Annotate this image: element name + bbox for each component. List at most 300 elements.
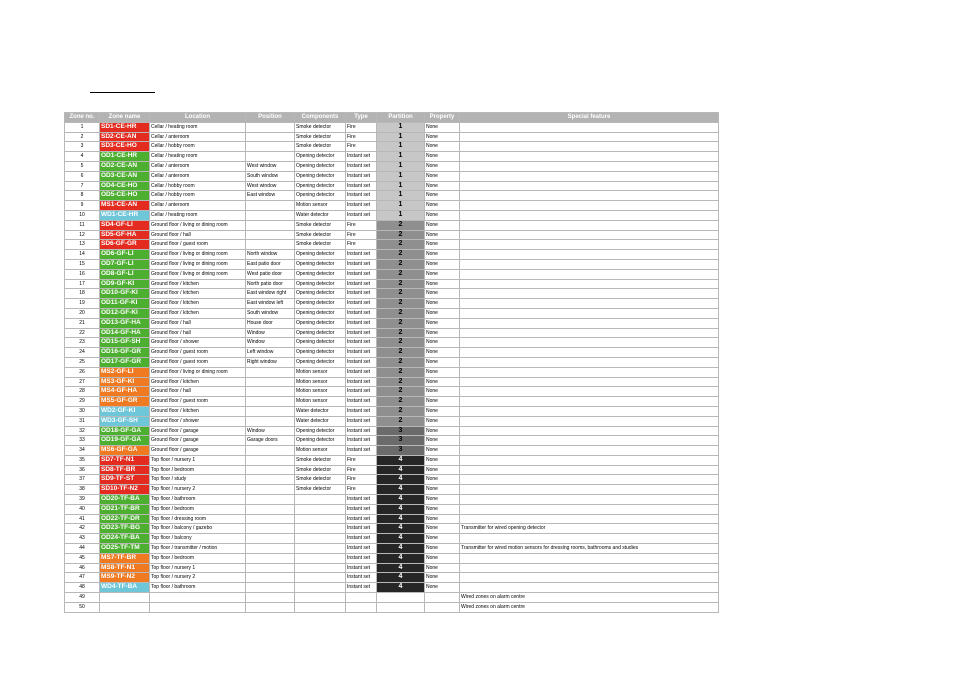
position-cell <box>246 514 295 524</box>
type-cell: Fire <box>346 485 377 495</box>
type-cell: Instant set <box>346 397 377 407</box>
type-cell: Instant set <box>346 191 377 201</box>
component-cell: Opening detector <box>295 299 346 309</box>
special-feature-cell: Transmitter for wired opening detector <box>460 524 719 534</box>
partition-cell: 2 <box>377 259 425 269</box>
type-cell: Fire <box>346 240 377 250</box>
zone-name-cell: SD2-CE-AN <box>100 132 150 142</box>
property-cell: None <box>425 504 460 514</box>
position-cell <box>246 397 295 407</box>
zone-no-cell: 32 <box>65 426 100 436</box>
type-cell: Instant set <box>346 181 377 191</box>
header-property: Property <box>425 113 460 123</box>
special-feature-cell <box>460 504 719 514</box>
table-row <box>65 416 719 426</box>
table-row <box>65 563 719 573</box>
header-special-feature: Special feature <box>460 113 719 123</box>
type-cell: Fire <box>346 220 377 230</box>
table-row <box>65 504 719 514</box>
location-cell: Cellar / hobby room <box>150 142 246 152</box>
special-feature-cell <box>460 583 719 593</box>
zone-no-cell: 47 <box>65 573 100 583</box>
position-cell <box>246 593 295 603</box>
location-cell: Ground floor / garage <box>150 446 246 456</box>
component-cell: Motion sensor <box>295 377 346 387</box>
special-feature-cell <box>460 171 719 181</box>
special-feature-cell <box>460 436 719 446</box>
location-cell: Ground floor / kitchen <box>150 406 246 416</box>
partition-cell: 2 <box>377 308 425 318</box>
position-cell: Window <box>246 426 295 436</box>
location-cell <box>150 602 246 612</box>
component-cell: Water detector <box>295 406 346 416</box>
property-cell: None <box>425 279 460 289</box>
property-cell: None <box>425 240 460 250</box>
location-cell: Top floor / study <box>150 475 246 485</box>
special-feature-cell <box>460 181 719 191</box>
zone-no-cell: 46 <box>65 563 100 573</box>
zone-name-cell: SD5-GF-HA <box>100 230 150 240</box>
type-cell: Instant set <box>346 289 377 299</box>
property-cell: None <box>425 544 460 554</box>
component-cell: Opening detector <box>295 152 346 162</box>
zone-name-cell: OD21-TF-BR <box>100 504 150 514</box>
component-cell: Opening detector <box>295 269 346 279</box>
property-cell: None <box>425 573 460 583</box>
zone-no-cell: 18 <box>65 289 100 299</box>
position-cell <box>246 142 295 152</box>
special-feature-cell <box>460 132 719 142</box>
component-cell: Opening detector <box>295 328 346 338</box>
zone-no-cell: 37 <box>65 475 100 485</box>
location-cell: Cellar / heating room <box>150 152 246 162</box>
zone-no-cell: 38 <box>65 485 100 495</box>
table-row <box>65 269 719 279</box>
table-row <box>65 181 719 191</box>
zone-no-cell: 2 <box>65 132 100 142</box>
property-cell: None <box>425 122 460 132</box>
special-feature-cell: Transmitter for wired motion sensors for dressing rooms, bathrooms and studies <box>460 544 719 554</box>
zone-name-cell: OD5-CE-HO <box>100 191 150 201</box>
property-cell: None <box>425 250 460 260</box>
component-cell <box>295 524 346 534</box>
property-cell: None <box>425 436 460 446</box>
special-feature-cell <box>460 534 719 544</box>
special-feature-cell: Wired zones on alarm centre <box>460 593 719 603</box>
special-feature-cell <box>460 455 719 465</box>
location-cell: Ground floor / guest room <box>150 397 246 407</box>
type-cell: Fire <box>346 142 377 152</box>
location-cell: Ground floor / kitchen <box>150 299 246 309</box>
property-cell: None <box>425 475 460 485</box>
partition-cell: 2 <box>377 377 425 387</box>
zone-name-cell: WD4-TF-BA <box>100 583 150 593</box>
property-cell: None <box>425 465 460 475</box>
header-row <box>65 113 719 123</box>
zone-name-cell: OD24-TF-BA <box>100 534 150 544</box>
position-cell <box>246 132 295 142</box>
position-cell: West patio door <box>246 269 295 279</box>
zone-no-cell: 22 <box>65 328 100 338</box>
table-row <box>65 308 719 318</box>
location-cell: Ground floor / hall <box>150 387 246 397</box>
table-row <box>65 387 719 397</box>
location-cell: Top floor / balcony / gazebo <box>150 524 246 534</box>
zone-name-cell: OD8-GF-LI <box>100 269 150 279</box>
table-row <box>65 573 719 583</box>
component-cell: Motion sensor <box>295 387 346 397</box>
zone-no-cell: 26 <box>65 367 100 377</box>
zone-name-cell: OD11-GF-KI <box>100 299 150 309</box>
zone-name-cell: OD20-TF-BA <box>100 495 150 505</box>
table-row <box>65 230 719 240</box>
position-cell <box>246 406 295 416</box>
zone-name-cell: MS1-CE-AN <box>100 201 150 211</box>
position-cell: North patio door <box>246 279 295 289</box>
zone-no-cell: 23 <box>65 338 100 348</box>
position-cell <box>246 504 295 514</box>
partition-cell: 2 <box>377 357 425 367</box>
location-cell: Top floor / bedroom <box>150 504 246 514</box>
location-cell: Cellar / heating room <box>150 122 246 132</box>
zone-no-cell: 41 <box>65 514 100 524</box>
special-feature-cell <box>460 367 719 377</box>
table-row <box>65 475 719 485</box>
partition-cell: 2 <box>377 338 425 348</box>
type-cell: Instant set <box>346 544 377 554</box>
special-feature-cell <box>460 289 719 299</box>
type-cell: Instant set <box>346 299 377 309</box>
partition-cell: 2 <box>377 397 425 407</box>
table-row <box>65 122 719 132</box>
table-row <box>65 132 719 142</box>
zone-name-cell: OD16-GF-GR <box>100 348 150 358</box>
special-feature-cell <box>460 308 719 318</box>
special-feature-cell <box>460 406 719 416</box>
special-feature-cell <box>460 377 719 387</box>
partition-cell: 1 <box>377 201 425 211</box>
zone-name-cell: MS2-GF-LI <box>100 367 150 377</box>
zone-no-cell: 17 <box>65 279 100 289</box>
position-cell <box>246 122 295 132</box>
component-cell <box>295 495 346 505</box>
type-cell: Instant set <box>346 514 377 524</box>
special-feature-cell <box>460 475 719 485</box>
position-cell <box>246 602 295 612</box>
zone-name-cell: MS8-TF-N1 <box>100 563 150 573</box>
special-feature-cell <box>460 397 719 407</box>
special-feature-cell <box>460 387 719 397</box>
location-cell: Ground floor / garage <box>150 426 246 436</box>
zone-name-cell: OD9-GF-KI <box>100 279 150 289</box>
component-cell: Smoke detector <box>295 132 346 142</box>
component-cell: Opening detector <box>295 181 346 191</box>
zone-name-cell: OD18-GF-GA <box>100 426 150 436</box>
position-cell <box>246 230 295 240</box>
property-cell: None <box>425 357 460 367</box>
header-zone-name: Zone name <box>100 113 150 123</box>
type-cell: Instant set <box>346 338 377 348</box>
special-feature-cell <box>460 210 719 220</box>
zone-name-cell: OD10-GF-KI <box>100 289 150 299</box>
component-cell: Water detector <box>295 210 346 220</box>
partition-cell: 2 <box>377 299 425 309</box>
zone-name-cell: OD19-GF-GA <box>100 436 150 446</box>
position-cell <box>246 534 295 544</box>
table-row <box>65 495 719 505</box>
location-cell: Top floor / nursery 2 <box>150 573 246 583</box>
location-cell: Cellar / anteroom <box>150 171 246 181</box>
component-cell <box>295 504 346 514</box>
zone-no-cell: 16 <box>65 269 100 279</box>
component-cell: Opening detector <box>295 348 346 358</box>
partition-cell: 4 <box>377 465 425 475</box>
zone-no-cell: 39 <box>65 495 100 505</box>
special-feature-cell <box>460 446 719 456</box>
zone-name-cell: OD15-GF-SH <box>100 338 150 348</box>
zone-no-cell: 14 <box>65 250 100 260</box>
zone-name-cell: MS4-GF-HA <box>100 387 150 397</box>
table-row <box>65 328 719 338</box>
property-cell: None <box>425 171 460 181</box>
location-cell: Ground floor / shower <box>150 416 246 426</box>
component-cell <box>295 602 346 612</box>
partition-cell: 4 <box>377 573 425 583</box>
component-cell: Smoke detector <box>295 240 346 250</box>
position-cell: North window <box>246 250 295 260</box>
type-cell: Fire <box>346 465 377 475</box>
underline-rule <box>90 92 155 93</box>
zone-name-cell: OD17-GF-GR <box>100 357 150 367</box>
partition-cell: 2 <box>377 416 425 426</box>
type-cell: Instant set <box>346 406 377 416</box>
position-cell <box>246 201 295 211</box>
component-cell: Opening detector <box>295 436 346 446</box>
partition-cell: 1 <box>377 191 425 201</box>
position-cell: West window <box>246 181 295 191</box>
zone-no-cell: 25 <box>65 357 100 367</box>
partition-cell: 1 <box>377 210 425 220</box>
zone-no-cell: 19 <box>65 299 100 309</box>
zone-name-cell <box>100 602 150 612</box>
table-row <box>65 348 719 358</box>
type-cell: Fire <box>346 475 377 485</box>
component-cell <box>295 514 346 524</box>
property-cell: None <box>425 455 460 465</box>
type-cell: Fire <box>346 455 377 465</box>
zone-no-cell: 29 <box>65 397 100 407</box>
property-cell: None <box>425 514 460 524</box>
partition-cell: 2 <box>377 289 425 299</box>
position-cell <box>246 152 295 162</box>
component-cell: Water detector <box>295 416 346 426</box>
table-row <box>65 338 719 348</box>
component-cell: Opening detector <box>295 338 346 348</box>
zone-no-cell: 45 <box>65 553 100 563</box>
location-cell: Ground floor / living or dining room <box>150 259 246 269</box>
location-cell: Ground floor / living or dining room <box>150 220 246 230</box>
property-cell: None <box>425 348 460 358</box>
table-row <box>65 171 719 181</box>
zone-no-cell: 1 <box>65 122 100 132</box>
type-cell: Instant set <box>346 308 377 318</box>
partition-cell: 1 <box>377 171 425 181</box>
position-cell <box>246 573 295 583</box>
zone-no-cell: 3 <box>65 142 100 152</box>
table-row <box>65 426 719 436</box>
type-cell: Instant set <box>346 524 377 534</box>
special-feature-cell: Wired zones on alarm centre <box>460 602 719 612</box>
location-cell: Top floor / balcony <box>150 534 246 544</box>
location-cell: Top floor / transmitter / motion <box>150 544 246 554</box>
component-cell: Opening detector <box>295 250 346 260</box>
type-cell: Instant set <box>346 416 377 426</box>
position-cell <box>246 210 295 220</box>
zone-name-cell: SD6-GF-GR <box>100 240 150 250</box>
type-cell: Instant set <box>346 504 377 514</box>
position-cell: House door <box>246 318 295 328</box>
component-cell: Opening detector <box>295 289 346 299</box>
partition-cell: 1 <box>377 142 425 152</box>
table-row <box>65 514 719 524</box>
property-cell: None <box>425 161 460 171</box>
special-feature-cell <box>460 495 719 505</box>
table-row <box>65 259 719 269</box>
type-cell: Fire <box>346 230 377 240</box>
zone-name-cell: SD3-CE-HO <box>100 142 150 152</box>
partition-cell: 4 <box>377 485 425 495</box>
zone-name-cell: MS3-GF-KI <box>100 377 150 387</box>
zone-no-cell: 9 <box>65 201 100 211</box>
component-cell <box>295 583 346 593</box>
property-cell: None <box>425 446 460 456</box>
zone-name-cell: WD1-CE-HR <box>100 210 150 220</box>
location-cell: Top floor / dressing room <box>150 514 246 524</box>
zone-no-cell: 8 <box>65 191 100 201</box>
zone-no-cell: 43 <box>65 534 100 544</box>
property-cell: None <box>425 534 460 544</box>
property-cell: None <box>425 201 460 211</box>
position-cell: Garage doors <box>246 436 295 446</box>
location-cell: Ground floor / hall <box>150 318 246 328</box>
special-feature-cell <box>460 269 719 279</box>
location-cell: Top floor / nursery 1 <box>150 563 246 573</box>
position-cell <box>246 563 295 573</box>
zone-name-cell: OD3-CE-AN <box>100 171 150 181</box>
table-row <box>65 250 719 260</box>
special-feature-cell <box>460 142 719 152</box>
type-cell <box>346 593 377 603</box>
special-feature-cell <box>460 152 719 162</box>
location-cell: Cellar / anteroom <box>150 132 246 142</box>
special-feature-cell <box>460 426 719 436</box>
zone-no-cell: 27 <box>65 377 100 387</box>
type-cell: Instant set <box>346 495 377 505</box>
property-cell: None <box>425 289 460 299</box>
component-cell: Motion sensor <box>295 367 346 377</box>
zone-table <box>64 112 719 613</box>
zone-no-cell: 42 <box>65 524 100 534</box>
position-cell: Right window <box>246 357 295 367</box>
table-row <box>65 220 719 230</box>
zone-name-cell: OD13-GF-HA <box>100 318 150 328</box>
position-cell <box>246 416 295 426</box>
component-cell <box>295 534 346 544</box>
zone-no-cell: 36 <box>65 465 100 475</box>
zone-name-cell: SD1-CE-HR <box>100 122 150 132</box>
position-cell <box>246 387 295 397</box>
special-feature-cell <box>460 338 719 348</box>
property-cell: None <box>425 181 460 191</box>
partition-cell: 2 <box>377 279 425 289</box>
property-cell <box>425 593 460 603</box>
position-cell <box>246 495 295 505</box>
component-cell <box>295 563 346 573</box>
type-cell: Instant set <box>346 161 377 171</box>
partition-cell: 3 <box>377 446 425 456</box>
table-row <box>65 524 719 534</box>
location-cell: Ground floor / kitchen <box>150 377 246 387</box>
type-cell: Instant set <box>346 318 377 328</box>
zone-no-cell: 33 <box>65 436 100 446</box>
partition-cell: 4 <box>377 544 425 554</box>
partition-cell: 4 <box>377 563 425 573</box>
zone-name-cell: OD14-GF-HA <box>100 328 150 338</box>
zone-name-cell: MS5-GF-GR <box>100 397 150 407</box>
position-cell <box>246 455 295 465</box>
property-cell: None <box>425 387 460 397</box>
location-cell: Top floor / bathroom <box>150 495 246 505</box>
partition-cell: 2 <box>377 240 425 250</box>
type-cell: Instant set <box>346 534 377 544</box>
zone-name-cell: MS9-TF-N2 <box>100 573 150 583</box>
component-cell: Opening detector <box>295 308 346 318</box>
position-cell: South window <box>246 171 295 181</box>
location-cell: Ground floor / garage <box>150 436 246 446</box>
location-cell: Cellar / hobby room <box>150 181 246 191</box>
type-cell: Fire <box>346 132 377 142</box>
partition-cell: 2 <box>377 318 425 328</box>
zone-no-cell: 48 <box>65 583 100 593</box>
table-row <box>65 602 719 612</box>
position-cell <box>246 367 295 377</box>
location-cell: Top floor / nursery 2 <box>150 485 246 495</box>
type-cell: Instant set <box>346 436 377 446</box>
component-cell <box>295 593 346 603</box>
component-cell: Smoke detector <box>295 230 346 240</box>
component-cell: Motion sensor <box>295 446 346 456</box>
location-cell: Top floor / bedroom <box>150 465 246 475</box>
special-feature-cell <box>460 299 719 309</box>
zone-name-cell: OD7-GF-LI <box>100 259 150 269</box>
component-cell: Smoke detector <box>295 142 346 152</box>
zone-no-cell: 5 <box>65 161 100 171</box>
type-cell: Instant set <box>346 171 377 181</box>
property-cell: None <box>425 416 460 426</box>
type-cell: Instant set <box>346 201 377 211</box>
special-feature-cell <box>460 465 719 475</box>
location-cell: Ground floor / kitchen <box>150 289 246 299</box>
special-feature-cell <box>460 318 719 328</box>
property-cell: None <box>425 563 460 573</box>
position-cell: Window <box>246 328 295 338</box>
location-cell: Ground floor / living or dining room <box>150 269 246 279</box>
property-cell: None <box>425 308 460 318</box>
type-cell: Instant set <box>346 250 377 260</box>
component-cell: Smoke detector <box>295 485 346 495</box>
property-cell: None <box>425 269 460 279</box>
special-feature-cell <box>460 563 719 573</box>
